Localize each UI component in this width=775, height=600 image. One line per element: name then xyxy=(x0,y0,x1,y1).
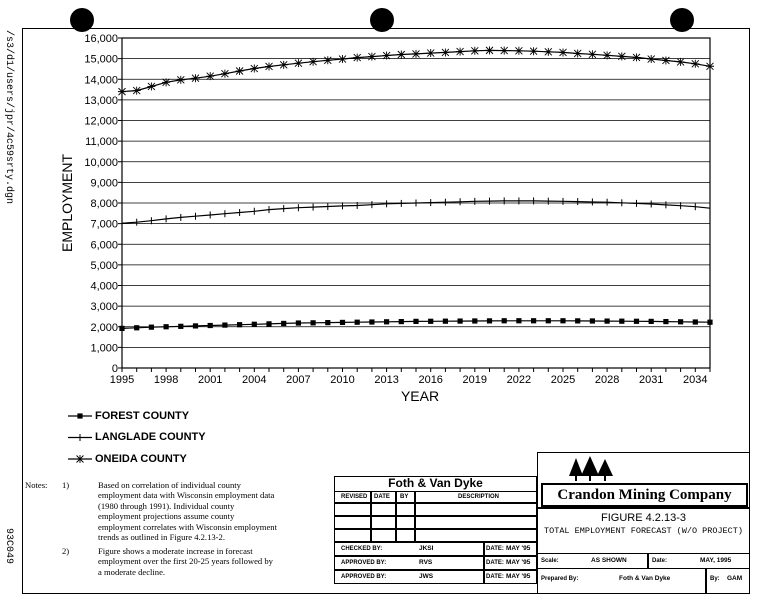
y-tick-label: 14,000 xyxy=(84,74,118,87)
revision-header-by: BY xyxy=(400,494,409,500)
data-point-forest xyxy=(355,320,360,325)
data-point-forest xyxy=(134,325,139,330)
x-tick-label: 2004 xyxy=(242,374,267,386)
data-point-oneida xyxy=(427,49,435,57)
data-point-oneida xyxy=(339,55,347,63)
data-point-forest xyxy=(193,323,198,328)
data-point-forest xyxy=(149,325,154,330)
firm-name: Foth & Van Dyke xyxy=(388,476,483,490)
note-1-line: employment data with Wisconsin employment data xyxy=(98,490,275,501)
data-point-oneida xyxy=(588,50,596,58)
data-point-oneida xyxy=(647,55,655,63)
data-point-oneida xyxy=(441,48,449,56)
note-2-number: 2) xyxy=(62,546,70,556)
revision-row xyxy=(334,529,537,542)
data-point-forest xyxy=(531,318,536,323)
legend-label-forest: FOREST COUNTY xyxy=(95,410,190,422)
x-tick-label: 1998 xyxy=(153,374,179,386)
data-point-oneida xyxy=(250,65,258,73)
company-divider xyxy=(537,507,750,509)
data-point-forest xyxy=(649,319,654,324)
prepared-by-label: Prepared By: xyxy=(541,576,579,582)
data-point-oneida xyxy=(324,56,332,64)
data-point-forest xyxy=(575,318,580,323)
data-point-oneida xyxy=(192,74,200,82)
checked-by-name: JKSI xyxy=(419,545,434,552)
data-point-oneida xyxy=(383,52,391,60)
data-point-oneida xyxy=(412,50,420,58)
data-point-forest xyxy=(487,318,492,323)
x-tick-label: 2013 xyxy=(374,374,399,386)
x-tick-label: 2028 xyxy=(594,374,620,386)
x-axis-title: YEAR xyxy=(400,388,440,404)
note-2-text xyxy=(98,546,273,577)
note-1-line: trends as outlined in Figure 4.2.13-2. xyxy=(98,532,225,543)
data-point-forest xyxy=(252,322,257,327)
data-point-forest xyxy=(678,319,683,324)
data-point-forest xyxy=(266,321,271,326)
data-point-forest xyxy=(325,320,330,325)
prepared-by-value: Foth & Van Dyke xyxy=(619,575,671,582)
note-1-text xyxy=(98,480,277,542)
data-point-oneida xyxy=(486,46,494,54)
y-axis-ticks xyxy=(84,33,122,375)
x-tick-label: 2007 xyxy=(286,374,311,386)
data-point-oneida xyxy=(633,53,641,61)
data-point-forest xyxy=(208,323,213,328)
data-point-forest xyxy=(222,323,227,328)
data-point-forest xyxy=(119,326,124,331)
sign-date-divider xyxy=(483,542,485,584)
data-point-forest xyxy=(693,319,698,324)
by-label: By: xyxy=(710,576,720,582)
data-point-oneida xyxy=(515,47,523,55)
data-point-forest xyxy=(560,318,565,323)
data-point-oneida xyxy=(530,47,538,55)
data-point-forest xyxy=(546,318,551,323)
figure-title: TOTAL EMPLOYMENT FORECAST (W/O PROJECT) xyxy=(544,526,743,536)
data-point-forest xyxy=(663,319,668,324)
note-1-line: (1980 through 1991). Individual county xyxy=(98,500,235,511)
revision-row xyxy=(334,516,537,529)
by-divider xyxy=(705,569,707,594)
data-point-forest xyxy=(399,319,404,324)
data-point-oneida xyxy=(147,82,155,90)
data-point-forest xyxy=(369,319,374,324)
data-point-oneida xyxy=(206,72,214,80)
approved-by-label: APPROVED BY: xyxy=(341,560,387,566)
x-tick-label: 2010 xyxy=(330,374,355,386)
note-2-line: a moderate decline. xyxy=(98,566,166,577)
note-1-line: employment projections assume county xyxy=(98,511,235,522)
y-tick-label: 5,000 xyxy=(90,259,118,272)
y-tick-label: 6,000 xyxy=(90,239,118,252)
data-point-forest xyxy=(590,318,595,323)
data-point-forest xyxy=(281,321,286,326)
x-tick-label: 2025 xyxy=(550,374,576,386)
legend-marker-oneida xyxy=(76,455,84,463)
note-2-line: employment over the first 20-25 years followed by xyxy=(98,556,273,567)
revision-row xyxy=(334,503,537,516)
x-tick-label: 1995 xyxy=(109,374,135,386)
approved-by-label-2: APPROVED BY: xyxy=(341,574,387,580)
data-point-oneida xyxy=(118,88,126,96)
data-point-forest xyxy=(619,319,624,324)
figure-number: FIGURE 4.2.13-3 xyxy=(601,512,686,524)
data-point-forest xyxy=(605,318,610,323)
data-point-oneida xyxy=(603,51,611,59)
y-tick-label: 13,000 xyxy=(84,94,118,107)
checked-date: MAY '95 xyxy=(506,545,531,552)
x-tick-label: 2031 xyxy=(638,374,664,386)
data-point-oneida xyxy=(662,56,670,64)
data-point-oneida xyxy=(456,48,464,56)
company-name: Crandon Mining Company xyxy=(541,483,748,507)
scale-divider xyxy=(647,553,649,569)
note-2-line: Figure shows a moderate increase in forecast xyxy=(98,546,253,556)
data-point-oneida xyxy=(691,60,699,68)
y-tick-label: 16,000 xyxy=(84,33,118,45)
x-axis-ticks xyxy=(110,368,710,386)
y-tick-label: 2,000 xyxy=(90,321,118,334)
notes-heading: Notes: xyxy=(25,480,48,490)
x-tick-label: 2022 xyxy=(506,374,532,386)
data-point-forest xyxy=(634,319,639,324)
data-point-forest xyxy=(707,320,712,325)
scale-value: AS SHOWN xyxy=(591,557,627,564)
data-point-oneida xyxy=(471,47,479,55)
note-1-line: Based on correlation of individual county xyxy=(98,480,241,490)
data-point-forest xyxy=(340,320,345,325)
data-point-forest xyxy=(413,319,418,324)
data-point-oneida xyxy=(294,59,302,67)
data-point-oneida xyxy=(265,62,273,70)
data-point-oneida xyxy=(368,53,376,61)
data-point-forest xyxy=(516,318,521,323)
date-label: Date: xyxy=(652,558,668,564)
data-point-oneida xyxy=(677,58,685,66)
note-1-number: 1) xyxy=(62,480,70,490)
x-tick-label: 2019 xyxy=(462,374,488,386)
approved-date: MAY '95 xyxy=(506,559,531,566)
revision-header-description: DESCRIPTION xyxy=(458,494,500,500)
data-point-forest xyxy=(443,319,448,324)
data-point-oneida xyxy=(280,61,288,69)
x-tick-label: 2001 xyxy=(197,374,223,386)
approved-date-label: DATE: xyxy=(486,560,504,566)
data-point-oneida xyxy=(559,48,567,56)
series-lines xyxy=(118,46,714,331)
legend-label-langlade: LANGLADE COUNTY xyxy=(95,431,206,443)
y-tick-label: 15,000 xyxy=(84,53,118,66)
revision-header-date: DATE xyxy=(374,494,390,500)
y-tick-label: 1,000 xyxy=(90,342,118,355)
data-point-forest xyxy=(311,320,316,325)
data-point-oneida xyxy=(544,48,552,56)
scale-label: Scale: xyxy=(541,558,559,564)
approved-by-name-2: JWS xyxy=(419,573,434,580)
data-point-oneida xyxy=(177,76,185,84)
file-path-label: /s3/d1/users/jpr/4c59srty.dgn xyxy=(3,30,14,205)
y-tick-label: 9,000 xyxy=(90,177,118,190)
legend-label-oneida: ONEIDA COUNTY xyxy=(95,453,187,465)
data-point-oneida xyxy=(309,58,317,66)
data-point-oneida xyxy=(574,49,582,57)
data-point-forest xyxy=(458,318,463,323)
data-point-forest xyxy=(164,324,169,329)
data-point-oneida xyxy=(618,52,626,60)
sheet-code-label: 93C049 xyxy=(3,528,14,565)
x-tick-label: 2016 xyxy=(418,374,443,386)
data-point-forest xyxy=(296,320,301,325)
revision-header-revised: REVISED xyxy=(341,494,368,500)
y-tick-label: 11,000 xyxy=(85,136,118,149)
y-tick-label: 3,000 xyxy=(90,301,118,314)
data-point-oneida xyxy=(221,70,229,78)
y-tick-label: 12,000 xyxy=(84,115,118,128)
data-point-oneida xyxy=(500,47,508,55)
date-value: MAY, 1995 xyxy=(700,557,732,564)
y-tick-label: 8,000 xyxy=(90,198,118,210)
data-point-oneida xyxy=(236,67,244,75)
note-1-line: employment correlates with Wisconsin employment xyxy=(98,521,277,532)
data-point-oneida xyxy=(397,51,405,59)
approved-by-name: RVS xyxy=(419,559,433,566)
data-point-forest xyxy=(472,318,477,323)
trees-logo-icon xyxy=(568,456,618,482)
approved-date-label-2: DATE: xyxy=(486,574,504,580)
legend xyxy=(68,413,92,463)
by-value: GAM xyxy=(727,575,743,582)
data-point-oneida xyxy=(353,54,361,62)
y-tick-label: 7,000 xyxy=(90,218,118,231)
data-point-oneida xyxy=(162,78,170,86)
y-tick-label: 4,000 xyxy=(90,280,118,293)
checked-date-label: DATE: xyxy=(486,546,504,552)
data-point-forest xyxy=(502,318,507,323)
data-point-forest xyxy=(384,319,389,324)
data-point-forest xyxy=(178,324,183,329)
data-point-oneida xyxy=(706,62,714,70)
y-axis-title: EMPLOYMENT xyxy=(59,153,75,253)
data-point-forest xyxy=(237,322,242,327)
checked-by-label: CHECKED BY: xyxy=(341,546,383,552)
data-point-forest xyxy=(428,319,433,324)
y-tick-label: 10,000 xyxy=(84,156,118,169)
x-tick-label: 2034 xyxy=(683,374,708,386)
data-point-oneida xyxy=(133,87,141,95)
approved-date-2: MAY '95 xyxy=(506,573,531,580)
y-tick-label: 0 xyxy=(111,363,118,375)
legend-marker-forest xyxy=(77,413,82,418)
